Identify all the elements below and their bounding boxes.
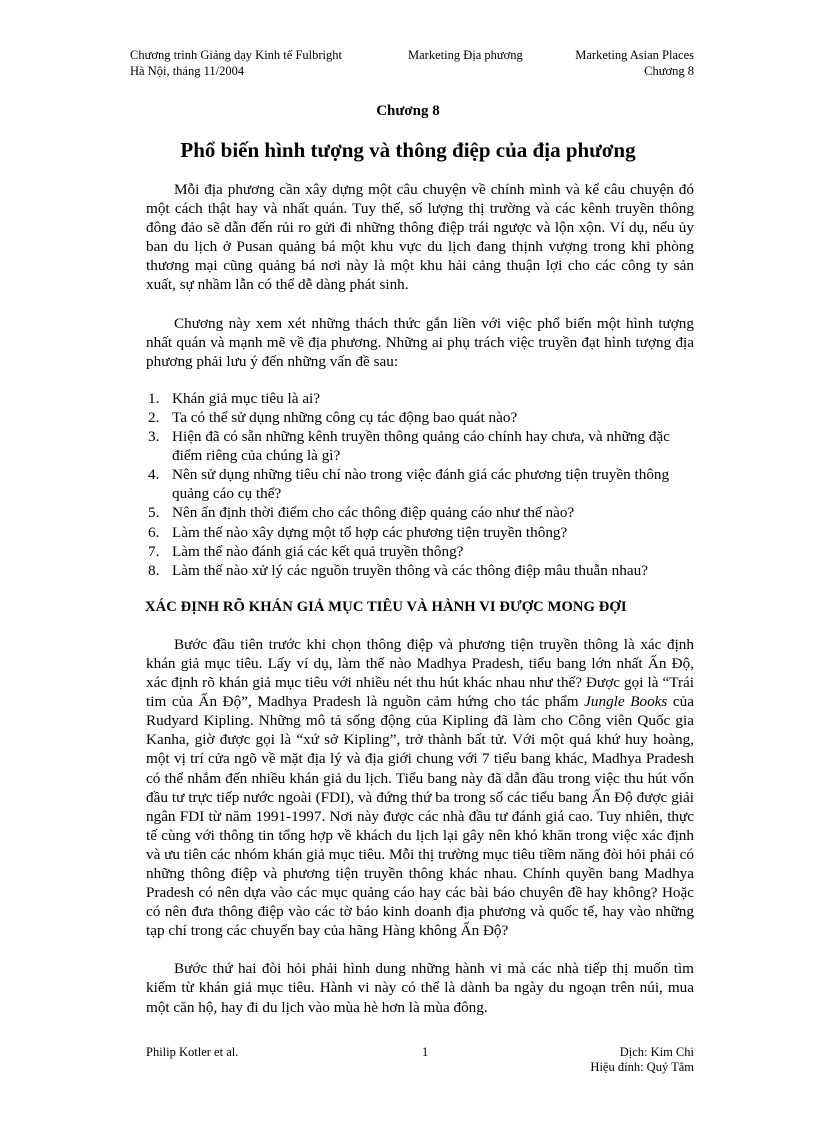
- list-item-text: Khán giả mục tiêu là ai?: [172, 389, 321, 407]
- list-item-text: Làm thế nào xử lý các nguồn truyền thông và các thông điệp mâu thuẫn nhau?: [172, 561, 648, 579]
- list-item: [146, 503, 694, 522]
- page-header: [130, 48, 694, 80]
- section-paragraph-1: [146, 635, 694, 941]
- book-title: Jungle Books: [584, 693, 668, 711]
- list-item: [146, 465, 694, 503]
- intro-paragraph-2: Chương này xem xét những thách thức gắn liền với việc phổ biến một hình tượng nhất quán và mạnh mẽ về địa phương. Những ai phụ trách việc truyền đạt hình tượng địa phương phải lưu ý đến những vấn đề sau:: [146, 314, 694, 370]
- page-title: Phổ biến hình tượng và thông điệp của địa phương: [180, 138, 636, 162]
- list-item-text: Nên ấn định thời điểm cho các thông điệp quảng cáo như thế nào?: [172, 504, 575, 522]
- list-item-text: Ta có thể sử dụng những công cụ tác động bao quát nào?: [172, 408, 518, 426]
- section-paragraph-2: Bước thứ hai đòi hỏi phải hình dung những hành vi mà các nhà tiếp thị muốn tìm kiếm từ khán giả mục tiêu. Hành vi này có thể là dành ba ngày du ngoạn trên núi, mua một căn hộ, hay đi du lịch vào mùa hè hơn là mùa đông.: [146, 960, 694, 1016]
- list-item-text: Nên sử dụng những tiêu chí nào trong việc đánh giá các phương tiện truyền thông quảng cáo cụ thể?: [172, 466, 670, 503]
- list-item-text: Hiện đã có sẵn những kênh truyền thông quảng cáo chính hay chưa, và những đặc điểm riêng của chúng là gì?: [172, 428, 670, 465]
- intro-paragraph-1: Mỗi địa phương cần xây dựng một câu chuyện về chính mình và kể câu chuyện đó một cách thật hay và nhất quán. Tuy thế, số lượng thị trường và các kênh truyền thông đông đảo sẽ dẫn đến rủi ro gửi đi những thông điệp trái ngược và lộn xộn. Ví dụ, nếu ủy ban du lịch ở Pusan quảng bá một khu vực du lịch đang thịnh vượng trong khi phòng thương mại cũng quảng bá nơi này là một khu hải cảng thuận lợi cho các công ty sản xuất, sự nhầm lẫn có thể dễ dàng phát sinh.: [146, 181, 694, 294]
- list-item-number: 2.: [148, 408, 160, 426]
- header-place-date: Hà Nội, tháng 11/2004: [130, 64, 245, 78]
- list-item: [146, 408, 694, 427]
- footer-translator: Dịch: Kim Chi: [619, 1045, 694, 1059]
- header-chapter-ref: Chương 8: [644, 64, 694, 78]
- list-item: [146, 427, 694, 465]
- list-item: [146, 389, 694, 408]
- header-course-en: Marketing Asian Places: [575, 48, 694, 62]
- page-number: 1: [422, 1045, 429, 1059]
- list-item-number: 6.: [148, 523, 160, 541]
- footer-author: Philip Kotler et al.: [146, 1045, 239, 1059]
- list-item: [146, 523, 694, 542]
- footer-editor: Hiệu đính: Quý Tâm: [590, 1060, 694, 1074]
- section-paragraph-1-part-a: Bước đầu tiên trước khi chọn thông điệp và phương tiện truyền thông là xác định khán giả mục tiêu. Lấy ví dụ, làm thế nào Madhya Pradesh, tiểu bang lớn nhất Ấn Độ, xác định rõ khán giả mục tiêu với nhiều nét thu hút khác nhau như thế? Được gọi là “Trái tim của Ấn Độ”, Madhya Pradesh là nguồn cảm hứng cho tác phẩm: [146, 635, 694, 711]
- chapter-label: Chương 8: [376, 103, 440, 119]
- list-item-text: Làm thế nào xây dựng một tổ hợp các phương tiện truyền thông?: [172, 523, 568, 541]
- section-heading: XÁC ĐỊNH RÕ KHÁN GIẢ MỤC TIÊU VÀ HÀNH VI ĐƯỢC MONG ĐỢI: [145, 598, 627, 615]
- list-item-number: 8.: [148, 561, 160, 579]
- section-paragraph-1-part-b: của Rudyard Kipling. Những mô tả sống động của Kipling đã làm cho Công viên Quốc gia Kanha, giờ được gọi là “xứ sở Kipling”, trở thành bất tử. Với một quá khứ huy hoàng, một vị trí cửa ngõ về mặt địa lý và địa giới chung với 7 tiểu bang khác, Madhya Pradesh có thể nhắm đến nhiều khán giả du lịch. Tiểu bang này đã dẫn đầu trong việc thu hút vốn đầu tư trực tiếp nước ngoài (FDI), và đứng thứ ba trong số các tiểu bang Ấn Độ được giải ngân FDI từ năm 1991-1997. Nơi này được các nhà đầu tư đánh giá cao. Tuy nhiên, thực tế cùng với thông tin tổng hợp về khách du lịch lại gây nên khó khăn trong việc xác định và ưu tiên các nhóm khán giả mục tiêu. Mỗi thị trường mục tiêu tiềm năng đòi hỏi phải có những thông điệp và phương tiện truyền thông khác nhau. Chính quyền bang Madhya Pradesh có nên dựa vào các mục quảng cáo hay các bài báo chuyên đề hay không? Hoặc có nên đưa thông điệp vào các tờ báo kinh doanh địa phương và quốc tế, hay vào những tạp chí trong các chuyến bay của hãng Hàng không Ấn Độ?: [146, 693, 695, 940]
- header-program: Chương trình Giảng dạy Kinh tế Fulbright: [130, 48, 342, 62]
- list-item-number: 4.: [148, 466, 160, 484]
- list-item-number: 3.: [148, 428, 160, 446]
- list-item: [146, 542, 694, 561]
- list-item-text: Làm thế nào đánh giá các kết quả truyền thông?: [172, 542, 464, 560]
- header-course-vi: Marketing Địa phương: [408, 48, 523, 62]
- list-item: [146, 561, 694, 580]
- document-body: [146, 180, 694, 1036]
- question-list: [146, 389, 694, 580]
- list-item-number: 1.: [148, 389, 160, 407]
- list-item-number: 7.: [148, 542, 160, 560]
- list-item-number: 5.: [148, 504, 160, 522]
